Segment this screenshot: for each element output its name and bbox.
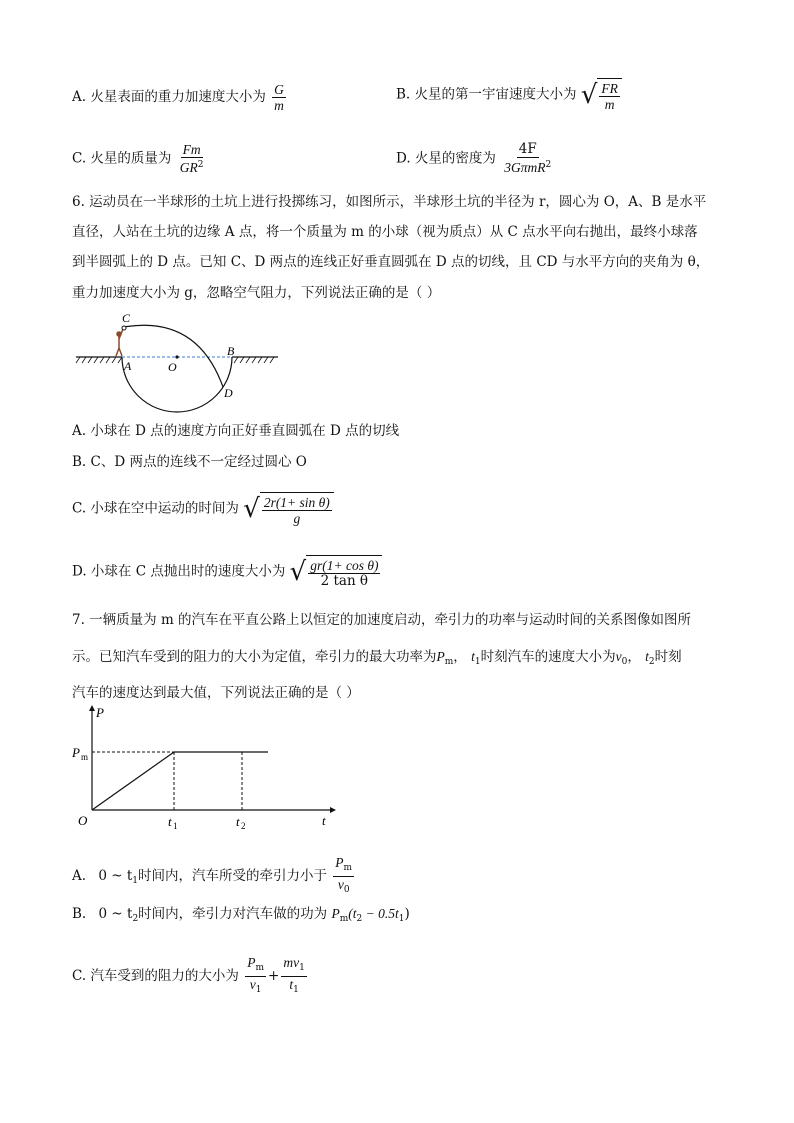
q7-option-c: C. 汽车受到的阻力的大小为 $\frac{P_m}{v_1}$ + $\frac{mv_1}{t_1}$	[72, 955, 309, 998]
sqrt: √ $\frac{\text{gr(1+ cos θ)}}{\text{2 tan θ}}$	[290, 555, 383, 589]
label-C: C	[122, 311, 131, 325]
q6-stem-line4: 重力加速度大小为 g，忽略空气阻力，下列说法正确的是（ ）	[72, 285, 441, 301]
q6-stem-line2: 直径，人站在土坑的边缘 A 点，将一个质量为 m 的小球（视为质点）从 C 点水平向右抛出，最终小球落	[72, 224, 698, 240]
q6-option-c: C. 小球在空中运动的时间为 √ $\frac{\text{2r(1+ sin θ)}}{g}$	[72, 492, 334, 526]
fraction: $\frac{G}{m}$	[274, 82, 284, 113]
q6-option-a: A. 小球在 D 点的速度方向正好垂直圆弧在 D 点的切线	[72, 423, 400, 439]
q5-option-d: D. 火星的密度为 $\frac{4F}{3G\pi mR^2}$	[396, 141, 552, 175]
q7-stem-line1: 7. 一辆质量为 m 的汽车在平直公路上以恒定的加速度启动，牵引力的功率与运动时间的关系图像如图所	[72, 612, 692, 628]
sqrt: √ $\frac{FR}{m}$	[581, 78, 622, 112]
label-t2: t	[236, 814, 240, 829]
fraction: $\frac{P_m}{v_0}$	[335, 855, 353, 895]
label-P: P	[96, 705, 104, 720]
q7-power-time-graph	[72, 703, 342, 833]
q7-stem-line2: 示。已知汽车受到的阻力的大小为定值，牵引力的最大功率为$P_m$， $t_1$时刻汽车的速度大小为$v_0$， $t_2$时刻	[72, 649, 682, 667]
fraction: $\frac{P_m}{v_1}$	[247, 955, 265, 995]
svg-text:2: 2	[241, 821, 246, 831]
fraction: $\frac{Fm}{GR^2}$	[179, 142, 204, 175]
q5-option-c: C. 火星的质量为 $\frac{Fm}{GR^2}$	[72, 142, 204, 175]
q7-option-b: B. 0 ~ $t_2$时间内，牵引力对汽车做的功为 $P_m(t_2 - 0.5t_1)$	[72, 906, 410, 924]
q5-option-a: A. 火星表面的重力加速度大小为 $\frac{G}{m}$	[72, 82, 284, 113]
q6-stem-line3: 到半圆弧上的 D 点。已知 C、D 两点的连线正好垂直圆弧在 D 点的切线，且 CD 与水平方向的夹角为 θ，	[72, 254, 710, 270]
q6-option-b: B. C、D 两点的连线不一定经过圆心 O	[72, 454, 307, 470]
ball-trajectory	[124, 325, 223, 387]
label-A: A	[124, 359, 132, 373]
fraction: $\frac{4F}{3G\pi mR^2}$	[504, 141, 552, 175]
q6-stem-line1: 6. 运动员在一半球形的土坑上进行投掷练习，如图所示，半球形土坑的半径为 r，圆心为 O，A、B 是水平	[72, 194, 707, 210]
q6-option-d: D. 小球在 C 点抛出时的速度大小为 √ $\frac{\text{gr(1+ cos θ)}}{\text{2 tan θ}}$	[72, 555, 382, 589]
label-t1: t	[168, 814, 172, 829]
label-B: B	[227, 344, 235, 358]
q6-figure	[72, 310, 282, 415]
label-D: D	[224, 386, 233, 400]
semicircle-pit	[122, 357, 232, 412]
ball-point-C	[122, 326, 126, 330]
fraction: $\frac{mv_1}{t_1}$	[283, 955, 305, 995]
sqrt: √ $\frac{\text{2r(1+ sin θ)}}{g}$	[243, 492, 334, 526]
q5-option-b: B. 火星的第一宇宙速度大小为 √ $\frac{FR}{m}$	[396, 78, 622, 112]
power-ramp	[92, 752, 174, 810]
person-icon	[116, 329, 123, 356]
label-O: O	[168, 360, 177, 374]
q7-option-a: A. 0 ~ $t_1$时间内，汽车所受的牵引力小于 $\frac{P_m}{v_0}$	[72, 855, 356, 898]
svg-text:1: 1	[173, 821, 178, 831]
center-point-O	[175, 355, 178, 358]
label-Pm: P	[72, 745, 80, 760]
svg-text:m: m	[81, 752, 89, 762]
q7-stem-line3: 汽车的速度达到最大值，下列说法正确的是（ ）	[72, 685, 360, 701]
label-t: t	[322, 813, 326, 828]
label-O: O	[78, 813, 88, 828]
